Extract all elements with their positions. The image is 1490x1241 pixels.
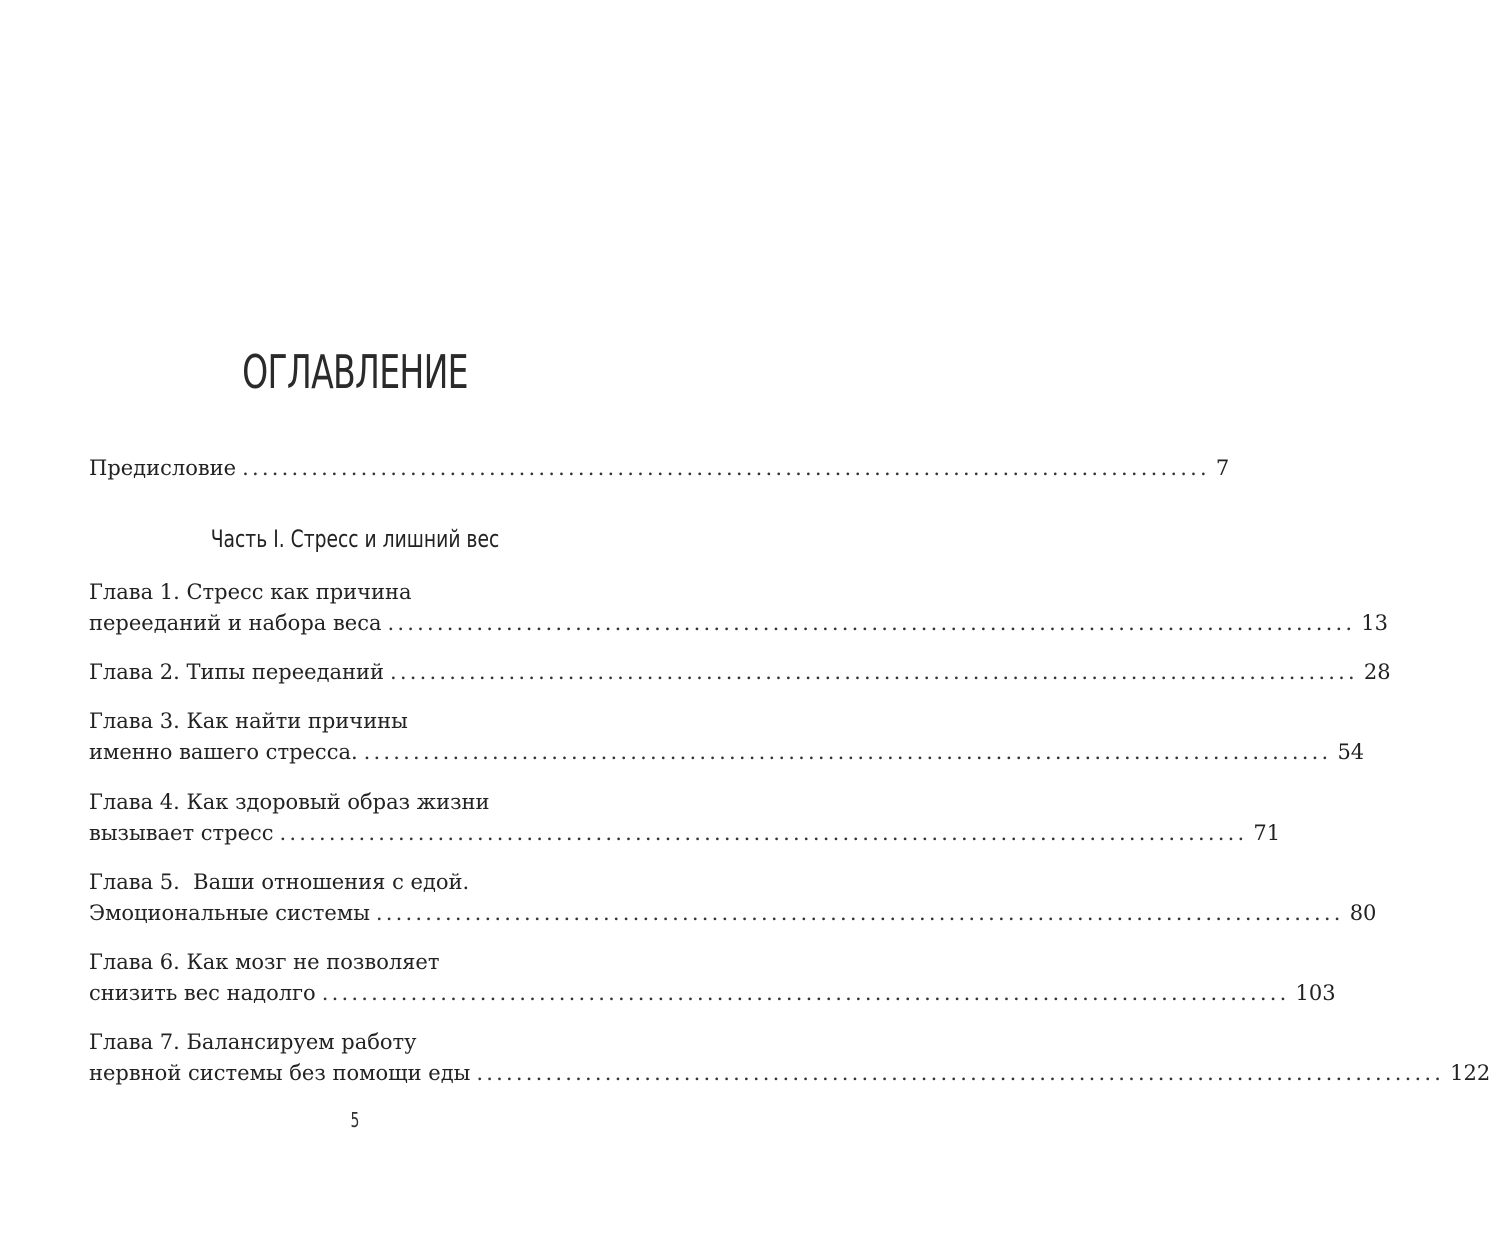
toc-entry-text: снизить вес надолго [89,981,316,1005]
toc-entry-page: 7 [1215,456,1230,480]
toc-entry-text: нервной системы без помощи еды [89,1061,471,1085]
toc-entry-chapter-2[interactable] [89,657,1391,688]
toc-entry-page: 103 [1295,981,1336,1005]
dot-leader: .................................................................................................. [279,821,1248,845]
page-number: 5 [350,1108,360,1132]
dot-leader: .................................................................................................. [375,901,1344,925]
toc-entry-page: 28 [1363,660,1391,684]
toc-entry-page: 71 [1253,821,1281,845]
toc-entry-page: 122 [1450,1061,1490,1085]
toc-entry-line1: Глава 7. Балансируем работу [89,1030,417,1054]
toc-entry-chapter-7[interactable] [89,1027,1490,1089]
toc-entry-line1: Глава 5. Ваши отношения с едой. [89,870,470,894]
toc-entry-page: 13 [1361,611,1388,635]
dot-leader: .................................................................................................. [321,981,1290,1005]
toc-entry-text: Глава 2. Типы перееданий [89,660,385,684]
toc-entry-line1: Глава 6. Как мозг не позволяет [89,950,440,974]
toc-entry-text: вызывает стресс [89,821,274,845]
toc-entry-page: 54 [1337,740,1365,764]
dot-leader: .................................................................................................. [476,1061,1445,1085]
toc-entry-chapter-1[interactable] [89,577,1388,639]
toc-entry-text: именно вашего стресса. [89,740,358,764]
page-title: ОГЛАВЛЕНИЕ [242,344,468,399]
toc-entry-text: Эмоциональные системы [89,901,370,925]
dot-leader: .................................................................................................. [242,456,1210,480]
toc-entry-page: 80 [1349,901,1377,925]
dot-leader: .................................................................................................. [363,740,1332,764]
toc-entry-chapter-5[interactable] [89,867,1377,929]
toc-entry-chapter-3[interactable] [89,706,1365,768]
dot-leader: .................................................................................................. [387,611,1356,635]
toc-entry-chapter-4[interactable] [89,787,1281,849]
toc-entry-preface[interactable] [89,453,1230,484]
toc-entry-line1: Глава 3. Как найти причины [89,709,408,733]
dot-leader: .................................................................................................. [390,660,1358,684]
toc-entry-text: Предисловие [89,456,237,480]
toc-entry-chapter-6[interactable] [89,947,1336,1009]
part-heading: Часть I. Стресс и лишний вес [210,525,500,553]
toc-entry-text: перееданий и набора веса [89,611,382,635]
toc-entry-line1: Глава 1. Стресс как причина [89,580,412,604]
toc-entry-line1: Глава 4. Как здоровый образ жизни [89,790,490,814]
